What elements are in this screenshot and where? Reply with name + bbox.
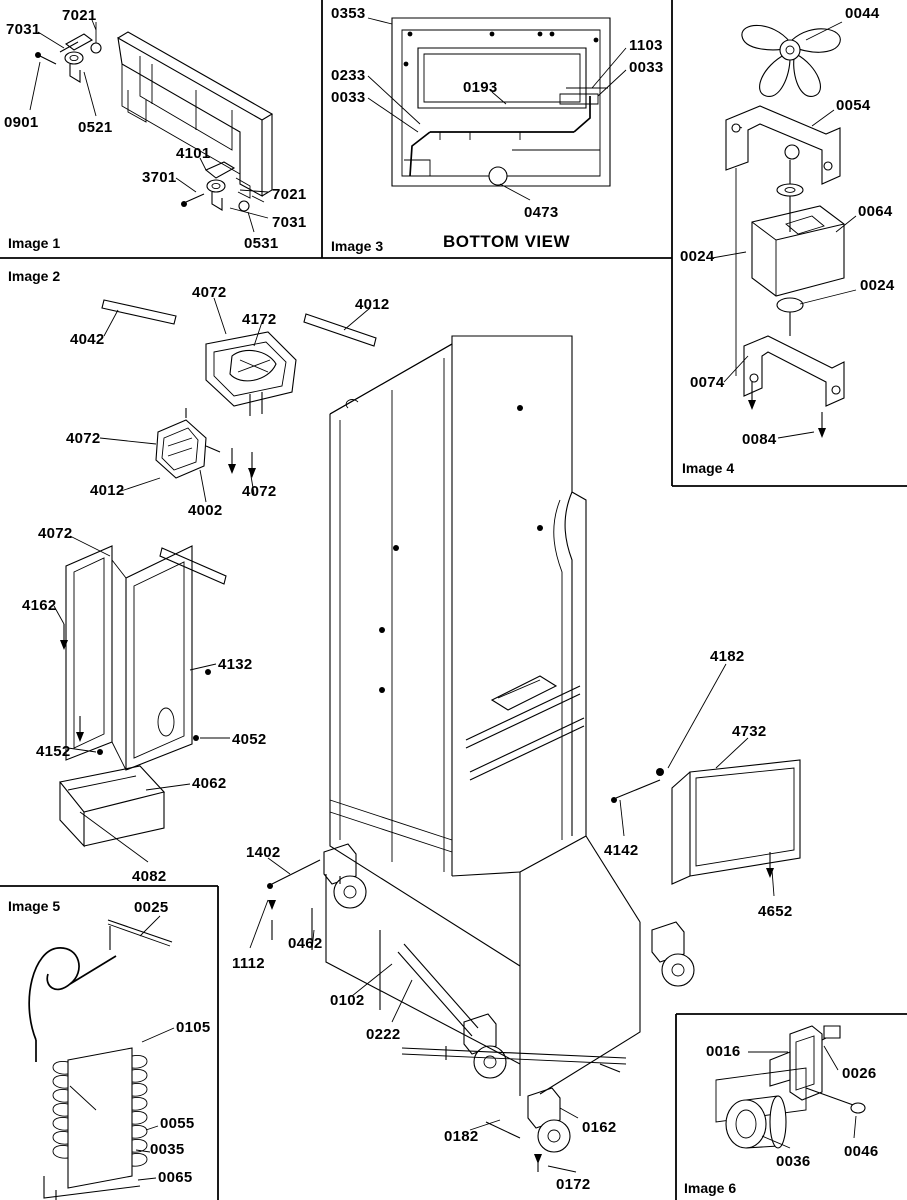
callout-4101: 4101	[176, 145, 211, 162]
callout-0102: 0102	[330, 992, 365, 1009]
panel-label-image1: Image 1	[8, 235, 61, 251]
callout-4062: 4062	[192, 775, 227, 792]
callout-4072-d: 4072	[38, 525, 73, 542]
callout-0024: 0024	[680, 248, 715, 265]
callout-0065: 0065	[158, 1169, 193, 1186]
callout-0182: 0182	[444, 1128, 479, 1145]
panel-label-image3: Image 3	[331, 238, 384, 254]
callout-0074: 0074	[690, 374, 725, 391]
callout-0462: 0462	[288, 935, 323, 952]
roller-right	[652, 922, 694, 986]
roller-front	[528, 1088, 570, 1152]
callout-0222: 0222	[366, 1026, 401, 1043]
callout-0233: 0233	[331, 67, 366, 84]
image4-artwork	[712, 22, 856, 438]
callout-4042: 4042	[70, 331, 105, 348]
callout-4002: 4002	[188, 502, 223, 519]
bottom-view-caption: BOTTOM VIEW	[443, 232, 571, 251]
callout-0054: 0054	[836, 97, 871, 114]
callout-4072-c: 4072	[242, 483, 277, 500]
roller-left	[324, 844, 366, 908]
callout-4012-b: 4012	[90, 482, 125, 499]
callout-0025: 0025	[134, 899, 169, 916]
image2-artwork	[54, 298, 800, 1172]
callout-4082: 4082	[132, 868, 167, 885]
callout-0172: 0172	[556, 1176, 591, 1193]
callout-0046: 0046	[844, 1143, 879, 1160]
callout-0016: 0016	[706, 1043, 741, 1060]
callout-0084: 0084	[742, 431, 777, 448]
callout-4182: 4182	[710, 648, 745, 665]
callout-0531: 0531	[244, 235, 279, 252]
callout-1103: 1103	[629, 37, 663, 54]
callout-0473: 0473	[524, 204, 559, 221]
callout-7031: 7031	[6, 21, 41, 38]
callout-3701: 3701	[142, 169, 177, 186]
callout-0521: 0521	[78, 119, 113, 136]
callout-0033: 0033	[331, 89, 366, 106]
callout-4072-b: 4072	[66, 430, 101, 447]
callout-4012-a: 4012	[355, 296, 390, 313]
panel-label-image5: Image 5	[8, 898, 61, 914]
panel-label-image4: Image 4	[682, 460, 735, 476]
callout-7031-b: 7031	[272, 214, 307, 231]
callout-4652: 4652	[758, 903, 793, 920]
callout-4172: 4172	[242, 311, 277, 328]
callout-4732: 4732	[732, 723, 767, 740]
callout-0026: 0026	[842, 1065, 877, 1082]
image3-artwork	[368, 18, 626, 200]
panel-label-image2: Image 2	[8, 268, 61, 284]
callout-1402: 1402	[246, 844, 281, 861]
callout-4152: 4152	[36, 743, 71, 760]
callout-4132: 4132	[218, 656, 253, 673]
callout-7021-b: 7021	[272, 186, 307, 203]
callout-7021: 7021	[62, 7, 97, 24]
callout-0035: 0035	[150, 1141, 185, 1158]
callout-0024-b: 0024	[860, 277, 895, 294]
callout-0064: 0064	[858, 203, 893, 220]
callout-0036: 0036	[776, 1153, 811, 1170]
callout-0193: 0193	[463, 79, 498, 96]
callout-1112: 1112	[232, 955, 265, 972]
callout-0162: 0162	[582, 1119, 617, 1136]
callout-0044: 0044	[845, 5, 880, 22]
callout-0901: 0901	[4, 114, 39, 131]
image1-artwork	[30, 20, 272, 232]
callout-0353: 0353	[331, 5, 366, 22]
callout-0105: 0105	[176, 1019, 211, 1036]
callout-4072-a: 4072	[192, 284, 227, 301]
callout-4142: 4142	[604, 842, 639, 859]
panel-label-image6: Image 6	[684, 1180, 737, 1196]
callout-4052: 4052	[232, 731, 267, 748]
callout-4162: 4162	[22, 597, 57, 614]
callout-0033-b: 0033	[629, 59, 664, 76]
callout-0055: 0055	[160, 1115, 195, 1132]
